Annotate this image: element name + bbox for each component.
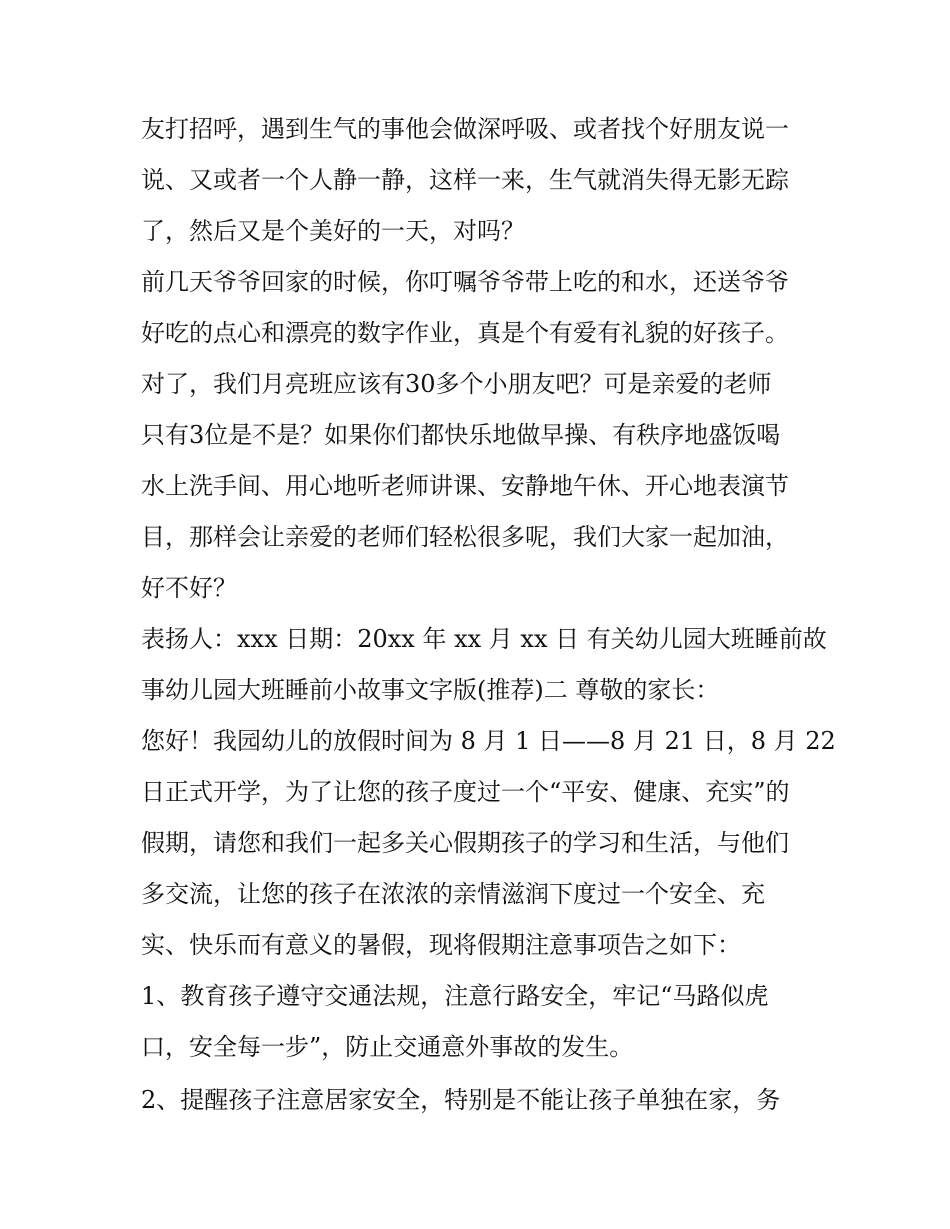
text-line: 了，然后又是个美好的一天，对吗？ bbox=[141, 217, 525, 245]
text-line: 表扬人：xxx 日期：20xx 年 xx 月 xx 日 有关幼儿园大班睡前故 bbox=[141, 625, 827, 653]
text-line: 水上洗手间、用心地听老师讲课、安静地午休、开心地表演节 bbox=[141, 472, 789, 500]
text-line: 好吃的点心和漂亮的数字作业，真是个有爱有礼貌的好孩子。 bbox=[141, 319, 789, 347]
text-line: 只有3位是不是？如果你们都快乐地做早操、有秩序地盛饭喝 bbox=[141, 421, 781, 449]
text-line: 对了，我们月亮班应该有30多个小朋友吧？可是亲爱的老师 bbox=[141, 370, 772, 398]
text-line: 您好！我园幼儿的放假时间为 8 月 1 日——8 月 21 日，8 月 22 bbox=[141, 727, 836, 755]
text-line: 友打招呼，遇到生气的事他会做深呼吸、或者找个好朋友说一 bbox=[141, 115, 789, 143]
text-line: 说、又或者一个人静一静，这样一来，生气就消失得无影无踪 bbox=[141, 166, 789, 194]
text-line: 目，那样会让亲爱的老师们轻松很多呢，我们大家一起加油， bbox=[141, 523, 789, 551]
text-line: 2、提醒孩子注意居家安全，特别是不能让孩子单独在家，务 bbox=[141, 1086, 781, 1114]
text-line: 1、教育孩子遵守交通法规，注意行路安全，牢记“马路似虎 bbox=[141, 982, 769, 1010]
text-line: 假期，请您和我们一起多关心假期孩子的学习和生活，与他们 bbox=[141, 829, 789, 857]
text-line: 好不好？ bbox=[141, 574, 237, 602]
text-line: 多交流，让您的孩子在浓浓的亲情滋润下度过一个安全、充 bbox=[141, 880, 765, 908]
text-line: 事幼儿园大班睡前小故事文字版(推荐)二 尊敬的家长： bbox=[141, 676, 720, 704]
text-line: 实、快乐而有意义的暑假，现将假期注意事项告之如下： bbox=[141, 931, 741, 959]
text-line: 前几天爷爷回家的时候，你叮嘱爷爷带上吃的和水，还送爷爷 bbox=[141, 268, 789, 296]
text-line: 口，安全每一步”，防止交通意外事故的发生。 bbox=[141, 1033, 634, 1061]
text-line: 日正式开学，为了让您的孩子度过一个“平安、健康、充实”的 bbox=[141, 778, 790, 806]
document-body bbox=[141, 104, 836, 1126]
